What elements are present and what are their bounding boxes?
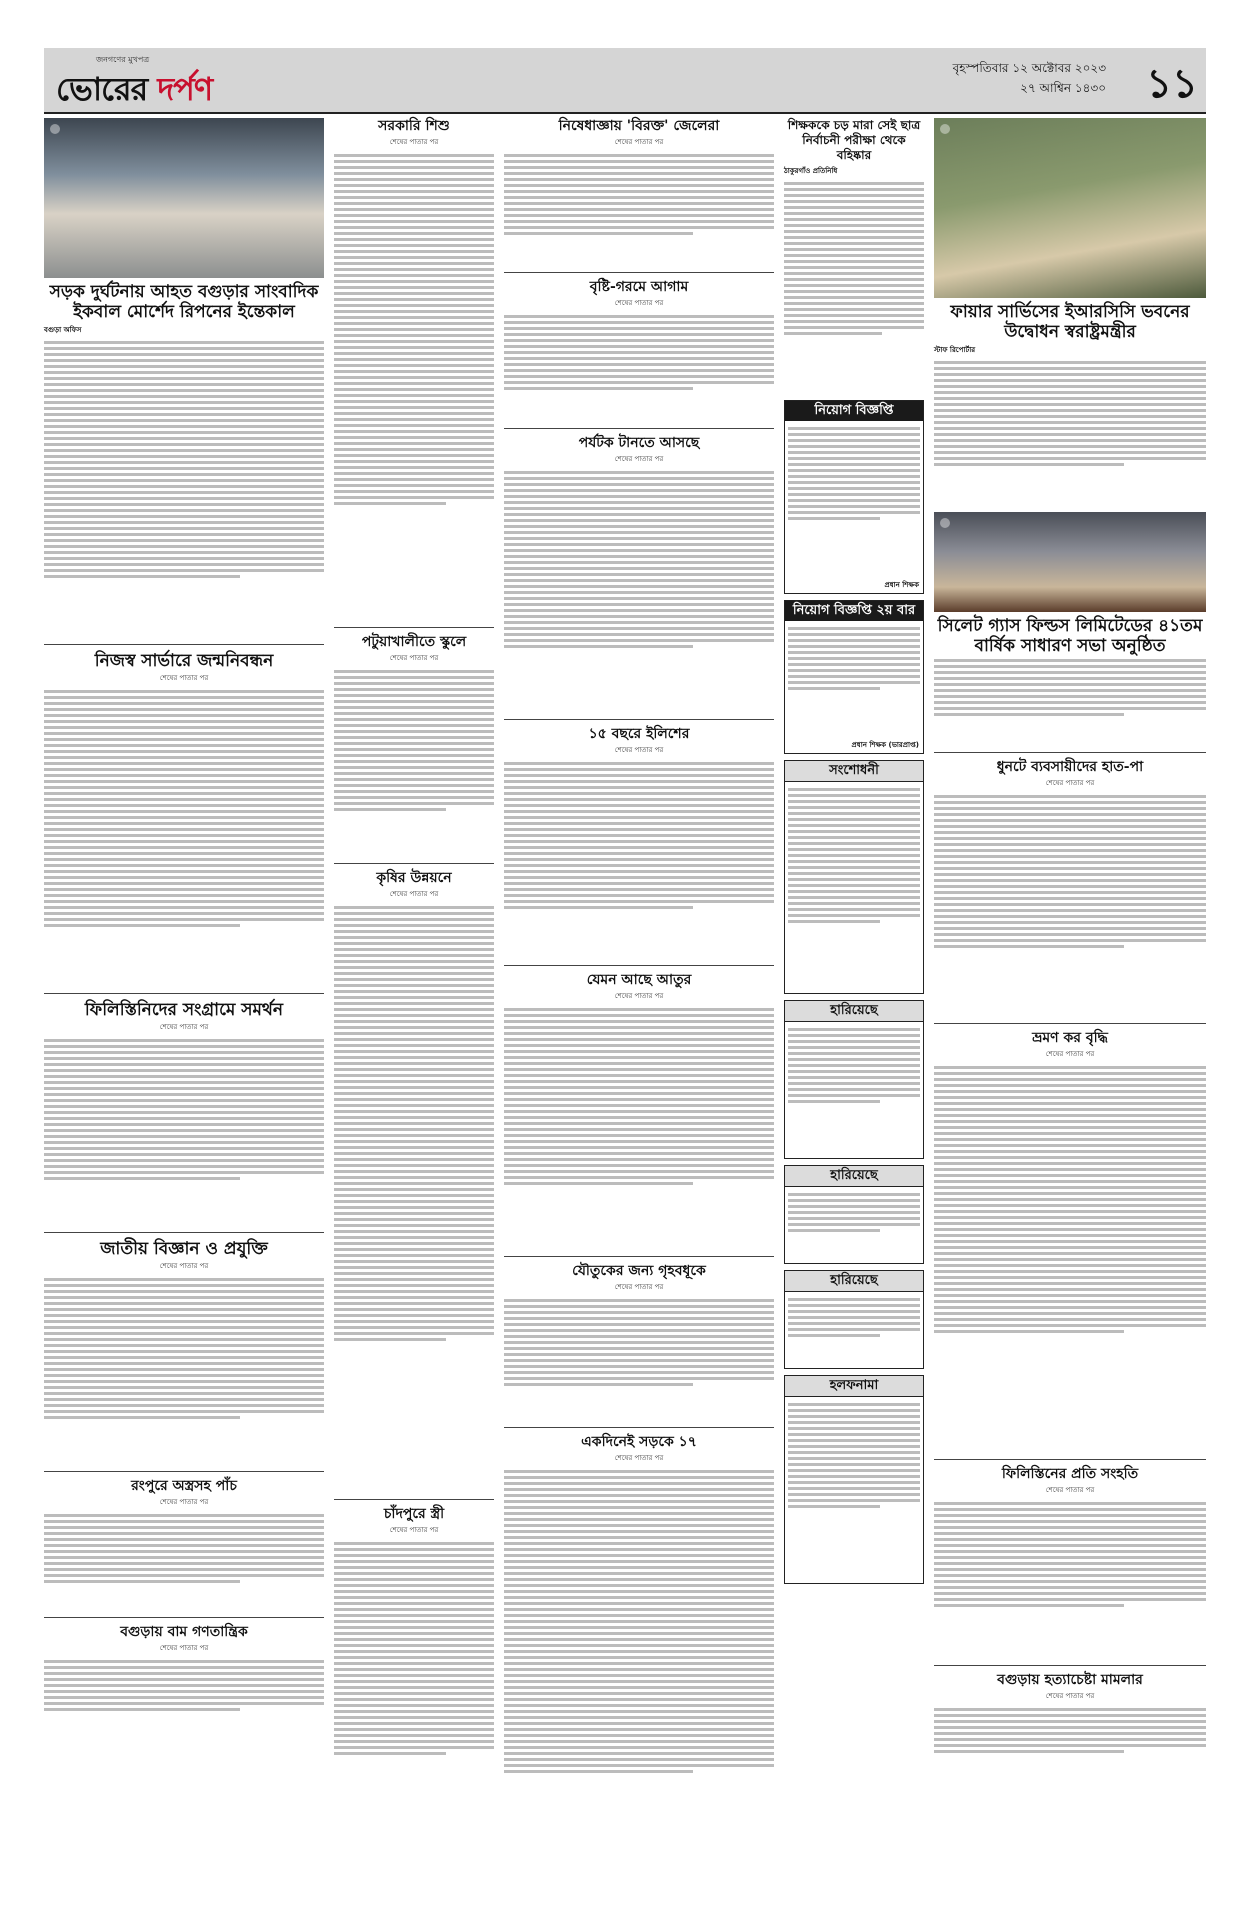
sub-rangpur-arms: শেষের পাতার পর — [159, 1498, 209, 1506]
byline-bogura: বগুড়া অফিস — [44, 326, 82, 334]
column-1 — [44, 118, 324, 1742]
lost-notice-3-title: হারিয়েছে — [785, 1271, 923, 1292]
sub-birth-registration: শেষের পাতার পর — [159, 674, 209, 682]
headline-dowry: যৌতুকের জন্য গৃহবধূকে — [572, 1263, 706, 1279]
funeral-prayer-photo — [44, 118, 324, 278]
headline-teacher-slap: শিক্ষককে চড় মারা সেই ছাত্র নির্বাচনী পরীক্ষা থেকে বহিষ্কার — [787, 118, 921, 162]
headline-fishermen: নিষেধাজ্ঞায় 'বিরক্ত' জেলেরা — [558, 118, 720, 134]
lost-notice-1-title: হারিয়েছে — [785, 1001, 923, 1022]
sub-chandpur-wife: শেষের পাতার পর — [389, 1526, 439, 1534]
sub-fishermen: শেষের পাতার পর — [614, 138, 664, 146]
article-dhunat-traders-body — [934, 792, 1206, 1017]
column-2 — [334, 118, 494, 1834]
sub-agri-development: শেষের পাতার পর — [389, 890, 439, 898]
byline-staff-reporter: স্টাফ রিপোর্টার — [934, 346, 976, 354]
headline-bogura-left: বগুড়ায় বাম গণতান্ত্রিক — [120, 1624, 248, 1640]
sub-patuakhali-school: শেষের পাতার পর — [389, 654, 439, 662]
article-bogura-murder-case-body — [934, 1705, 1206, 1775]
article-tourist-body — [504, 468, 774, 713]
sub-road-17: শেষের পাতার পর — [614, 1454, 664, 1462]
article-road-17-body — [504, 1467, 774, 1897]
column-4 — [784, 118, 924, 1584]
headline-birth-registration: নিজস্ব সার্ভারে জন্মনিবন্ধন — [94, 651, 274, 671]
article-hilsa-body — [504, 759, 774, 959]
headline-atur: যেমন আছে আতুর — [586, 972, 692, 988]
article-govt-child-body — [334, 151, 494, 621]
fire-service-inauguration-photo — [934, 118, 1206, 298]
correction-notice — [784, 760, 924, 994]
article-palestine-solidarity-body — [934, 1499, 1206, 1659]
headline-science-tech: জাতীয় বিজ্ঞান ও প্রযুক্তি — [100, 1239, 268, 1259]
sub-tourist: শেষের পাতার পর — [614, 455, 664, 463]
lost-notice-2-title: হারিয়েছে — [785, 1166, 923, 1187]
dateline — [953, 58, 1106, 98]
article-birth-registration-body — [44, 687, 324, 987]
lost-notice-2 — [784, 1165, 924, 1264]
logo-name-part2: দর্পণ — [147, 70, 213, 108]
headline-sylhet-gas: সিলেট গ্যাস ফিল্ডস লিমিটেডের ৪১তম বার্ষিক সাধারণ সভা অনুষ্ঠিত — [937, 616, 1203, 656]
recruitment-ad-2 — [784, 600, 924, 754]
recruitment-ad-2-title: নিয়োগ বিজ্ঞপ্তি ২য় বার — [785, 601, 923, 621]
article-travel-tax-body — [934, 1063, 1206, 1453]
article-chandpur-wife-body — [334, 1539, 494, 1834]
newspaper-logo — [56, 54, 266, 106]
headline-rangpur-arms: রংপুরে অস্ত্রসহ পাঁচ — [131, 1478, 237, 1494]
sub-atur: শেষের পাতার পর — [614, 992, 664, 1000]
date-bengali: ২৭ আশ্বিন ১৪৩০ — [1020, 81, 1106, 95]
headline-patuakhali-school: পটুয়াখালীতে স্কুলে — [361, 634, 467, 650]
headline-hilsa: ১৫ বছরে ইলিশের — [588, 726, 690, 742]
lost-notice-3 — [784, 1270, 924, 1369]
article-science-tech-body — [44, 1275, 324, 1465]
headline-ripon: সড়ক দুর্ঘটনায় আহত বগুড়ার সাংবাদিক ইকবাল মোর্শেদ রিপনের ইন্তেকাল — [49, 282, 319, 322]
article-dowry-body — [504, 1296, 774, 1421]
sub-rain-heat: শেষের পাতার পর — [614, 299, 664, 307]
affidavit-notice — [784, 1375, 924, 1584]
article-ripon-body — [44, 338, 324, 638]
correction-notice-title: সংশোধনী — [785, 761, 923, 782]
recruitment-ad-1 — [784, 400, 924, 594]
headline-chandpur-wife: চাঁদপুরে স্ত্রী — [383, 1506, 445, 1522]
article-patuakhali-school-body — [334, 667, 494, 857]
article-agri-development-body — [334, 903, 494, 1493]
recruitment-ad-1-title: নিয়োগ বিজ্ঞপ্তি — [785, 401, 923, 421]
byline-thakurgaon: ঠাকুরগাঁও প্রতিনিধি — [784, 167, 838, 175]
sub-travel-tax: শেষের পাতার পর — [1045, 1050, 1095, 1058]
headline-travel-tax: ভ্রমণ কর বৃদ্ধি — [1032, 1030, 1108, 1046]
sub-palestine-solidarity: শেষের পাতার পর — [1045, 1486, 1095, 1494]
article-rain-heat-body — [504, 312, 774, 422]
sub-dowry: শেষের পাতার পর — [614, 1283, 664, 1291]
sub-bogura-murder-case: শেষের পাতার পর — [1045, 1692, 1095, 1700]
headline-palestine-support: ফিলিস্তিনিদের সংগ্রামে সমর্থন — [84, 1000, 284, 1020]
article-bogura-left-body — [44, 1657, 324, 1742]
logo-name-part1: ভোরের — [56, 70, 148, 108]
sub-hilsa: শেষের পাতার পর — [614, 746, 664, 754]
headline-bogura-murder-case: বগুড়ায় হত্যাচেষ্টা মামলার — [997, 1672, 1143, 1688]
article-sylhet-gas-body — [934, 656, 1206, 746]
article-fire-service-body — [934, 358, 1206, 508]
article-teacher-slap-body — [784, 179, 924, 394]
sub-dhunat-traders: শেষের পাতার পর — [1045, 779, 1095, 787]
headline-rain-heat: বৃষ্টি-গরমে আগাম — [589, 279, 689, 295]
sub-bogura-left: শেষের পাতার পর — [159, 1644, 209, 1652]
headline-palestine-solidarity: ফিলিস্তিনের প্রতি সংহতি — [1001, 1466, 1139, 1482]
sub-palestine-support: শেষের পাতার পর — [159, 1023, 209, 1031]
article-palestine-support-body — [44, 1036, 324, 1226]
headline-dhunat-traders: ধুনটে ব্যবসায়ীদের হাত-পা — [996, 759, 1144, 775]
headline-tourist: পর্যটক টানতে আসছে — [578, 435, 700, 451]
page-number: ১১ — [1146, 60, 1198, 107]
affidavit-notice-title: হলফনামা — [785, 1376, 923, 1397]
date-gregorian: বৃহস্পতিবার ১২ অক্টোবর ২০২৩ — [952, 61, 1106, 75]
column-5 — [934, 118, 1206, 1775]
headline-govt-child: সরকারি শিশু — [378, 118, 450, 134]
headline-agri-development: কৃষির উন্নয়নে — [376, 870, 452, 886]
logo-tagline: জনগণের মুখপত্র — [96, 55, 150, 64]
sub-govt-child: শেষের পাতার পর — [389, 138, 439, 146]
sub-science-tech: শেষের পাতার পর — [159, 1262, 209, 1270]
article-atur-body — [504, 1005, 774, 1250]
lost-notice-1 — [784, 1000, 924, 1159]
recruitment-ad-1-signature: প্রধান শিক্ষক — [884, 581, 919, 589]
column-3 — [504, 118, 774, 1897]
article-rangpur-arms-body — [44, 1511, 324, 1611]
recruitment-ad-2-signature: প্রধান শিক্ষক (ভারপ্রাপ্ত) — [851, 741, 919, 749]
masthead — [44, 48, 1206, 114]
gas-fields-agm-photo — [934, 512, 1206, 612]
article-fishermen-body — [504, 151, 774, 266]
headline-road-17: একদিনেই সড়কে ১৭ — [581, 1434, 697, 1450]
headline-fire-service: ফায়ার সার্ভিসের ইআরসিসি ভবনের উদ্বোধন স্বরাষ্ট্রমন্ত্রীর — [950, 302, 1190, 342]
